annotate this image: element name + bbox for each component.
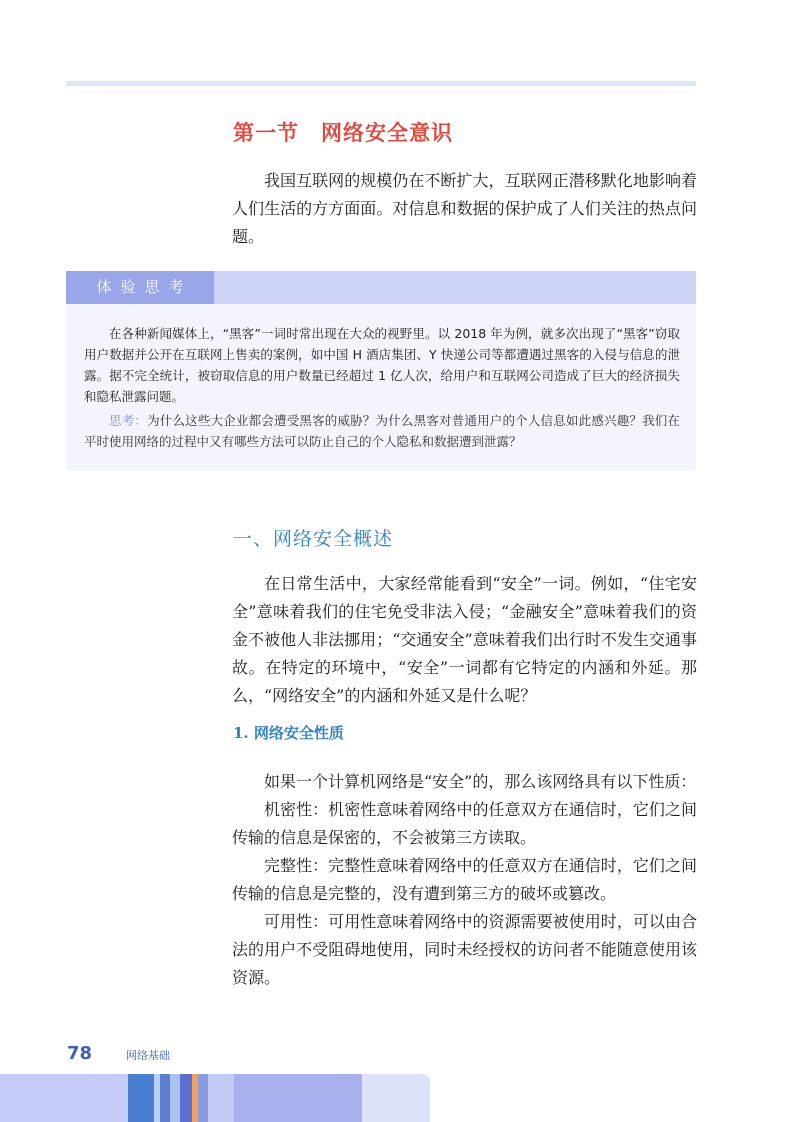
bar-block bbox=[160, 1074, 170, 1122]
bar-block bbox=[170, 1074, 180, 1122]
bar-block bbox=[198, 1074, 208, 1122]
section-number: 第一节 bbox=[233, 121, 299, 145]
nature-confidentiality: 机密性：机密性意味着网络中的任意双方在通信时，它们之间传输的信息是保密的，不会被第三方读取。 bbox=[232, 800, 697, 847]
bar-block bbox=[180, 1074, 192, 1122]
bar-block bbox=[362, 1074, 430, 1122]
section-title bbox=[233, 117, 453, 147]
page-number: 78 bbox=[67, 1043, 93, 1064]
bottom-decoration-bar bbox=[0, 1074, 800, 1122]
think-label: 思考： bbox=[109, 413, 148, 428]
experience-tab-label: 体验思考 bbox=[66, 271, 214, 304]
overview-text bbox=[232, 570, 697, 710]
bar-block bbox=[0, 1074, 128, 1122]
experience-header bbox=[66, 271, 696, 304]
think-question bbox=[84, 410, 680, 452]
experience-paragraph-text: 在各种新闻媒体上，“黑客”一词时常出现在大众的视野里。以 2018 年为例，就多次出现了“黑客”窃取用户数据并公开在互联网上售卖的案例，如中国 H 酒店集团、Y 快递公司等都遭遇过黑客的入侵与信息的泄露。据不完全统计，被窃取信息的用户数量已经超过 1 亿人次，给用户和互联网公司造成了巨大的经济损失和隐私泄露问题。 bbox=[84, 326, 680, 404]
nature-text bbox=[232, 768, 697, 992]
nature-availability: 可用性：可用性意味着网络中的资源需要被使用时，可以由合法的用户不受阻碍地使用，同时未经授权的访问者不能随意使用该资源。 bbox=[232, 912, 697, 987]
bar-block bbox=[234, 1074, 362, 1122]
overview-paragraph: 在日常生活中，大家经常能看到“安全”一词。例如，“住宅安全”意味着我们的住宅免受非法入侵；“金融安全”意味着我们的资金不被他人非法挪用；“交通安全”意味着我们出行时不发生交通事故。在特定的环境中，“安全”一词都有它特定的内涵和外延。那么，“网络安全”的内涵和外延又是什么呢？ bbox=[232, 574, 697, 705]
nature-title: 1. 网络安全性质 bbox=[233, 724, 344, 742]
bar-block bbox=[128, 1074, 154, 1122]
top-rule bbox=[66, 81, 696, 86]
nature-lead: 如果一个计算机网络是“安全”的，那么该网络具有以下性质： bbox=[264, 772, 697, 791]
experience-paragraph bbox=[84, 323, 680, 407]
bar-block bbox=[208, 1074, 234, 1122]
intro-text bbox=[232, 167, 697, 251]
think-text: 为什么这些大企业都会遭受黑客的威胁？为什么黑客对普通用户的个人信息如此感兴趣？我们在平时使用网络的过程中又有哪些方法可以防止自己的个人隐私和数据遭到泄露？ bbox=[84, 413, 680, 449]
subsection-title: 一、网络安全概述 bbox=[233, 528, 394, 550]
nature-integrity: 完整性：完整性意味着网络中的任意双方在通信时，它们之间传输的信息是完整的，没有遭到第三方的破坏或篡改。 bbox=[232, 856, 697, 903]
intro-paragraph: 我国互联网的规模仍在不断扩大，互联网正潜移默化地影响着人们生活的方方面面。对信息和数据的保护成了人们关注的热点问题。 bbox=[232, 171, 697, 246]
book-title: 网络基础 bbox=[126, 1049, 170, 1062]
experience-box bbox=[66, 271, 696, 471]
section-name: 网络安全意识 bbox=[321, 121, 453, 145]
